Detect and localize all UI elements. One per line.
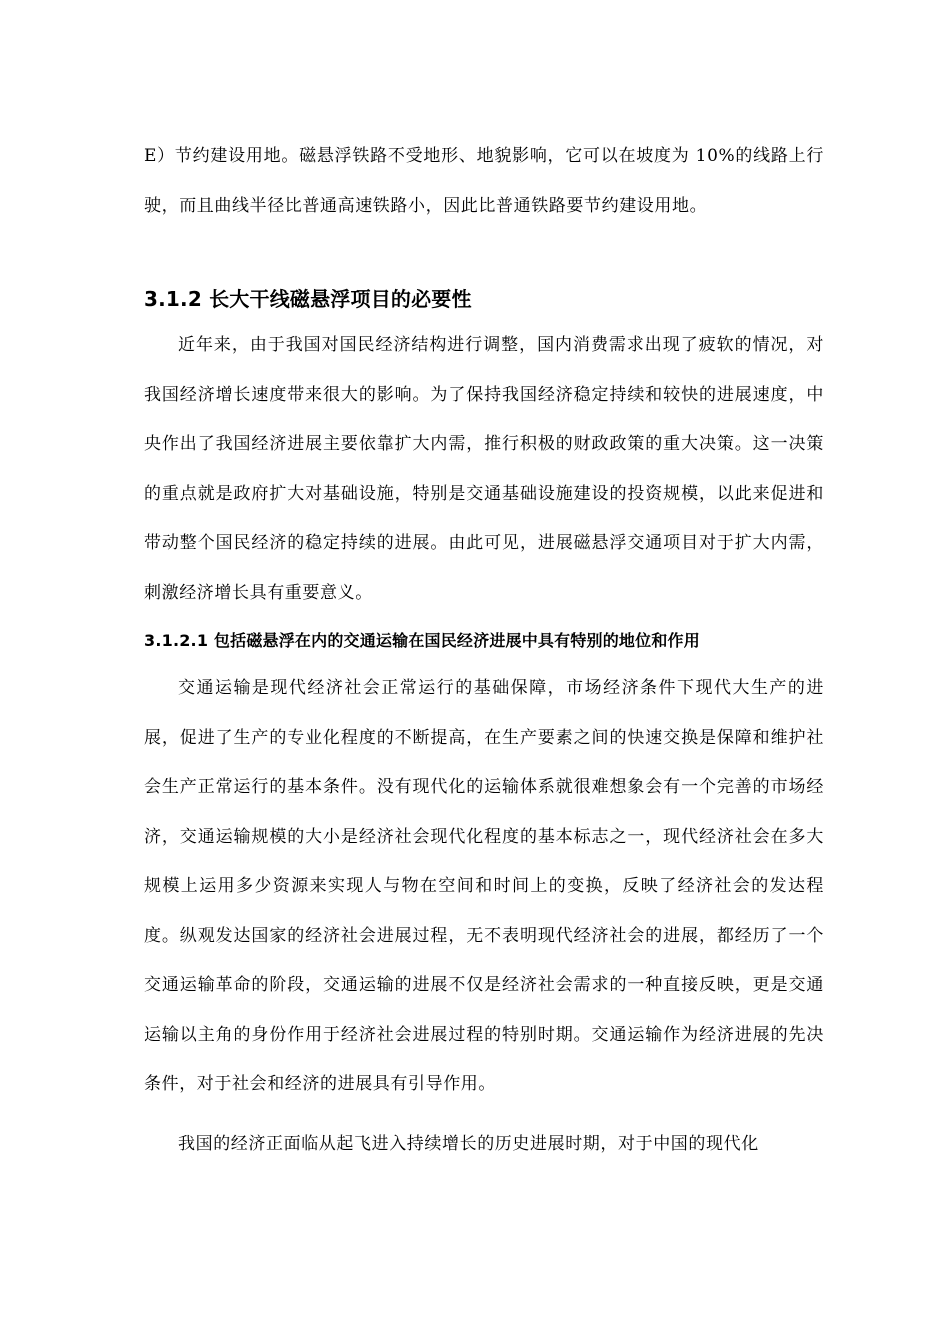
section-heading-3-1-2: 3.1.2 长大干线磁悬浮项目的必要性: [144, 287, 472, 311]
paragraph-transport-role: 交通运输是现代经济社会正常运行的基础保障，市场经济条件下现代大生产的进展，促进了生产的专业化程度的不断提高，在生产要素之间的快速交换是保障和维护社会生产正常运行的基本条件。没有现代化的运输体系就很难想象会有一个完善的市场经济，交通运输规模的大小是经济社会现代化程度的基本标志之一，现代经济社会在多大规模上运用多少资源来实现人与物在空间和时间上的变换，反映了经济社会的发达程度。纵观发达国家的经济社会进展过程，无不表明现代经济社会的进展，都经历了一个交通运输革命的阶段，交通运输的进展不仅是经济社会需求的一种直接反映，更是交通运输以主角的身份作用于经济社会进展过程的特别时期。交通运输作为经济进展的先决条件，对于社会和经济的进展具有引导作用。: [144, 678, 824, 1094]
paragraph-land-saving: E）节约建设用地。磁悬浮铁路不受地形、地貌影响，它可以在坡度为 10%的线路上行驶，而且曲线半径比普通高速铁路小，因此比普通铁路要节约建设用地。: [144, 146, 824, 216]
paragraph-gap: [144, 1110, 824, 1120]
paragraph-necessity: 近年来，由于我国对国民经济结构进行调整，国内消费需求出现了疲软的情况，对我国经济增长速度带来很大的影响。为了保持我国经济稳定持续和较快的进展速度，中央作出了我国经济进展主要依靠扩大内需，推行积极的财政政策的重大决策。这一决策的重点就是政府扩大对基础设施，特别是交通基础设施建设的投资规模，以此来促进和带动整个国民经济的稳定持续的进展。由此可见，进展磁悬浮交通项目对于扩大内需，刺激经济增长具有重要意义。: [144, 335, 824, 603]
subsection-heading-3-1-2-1: 3.1.2.1 包括磁悬浮在内的交通运输在国民经济进展中具有特别的地位和作用: [144, 631, 700, 650]
paragraph-china-economy: 我国的经济正面临从起飞进入持续增长的历史进展时期，对于中国的现代化: [178, 1133, 759, 1154]
document-body: [144, 132, 824, 1169]
